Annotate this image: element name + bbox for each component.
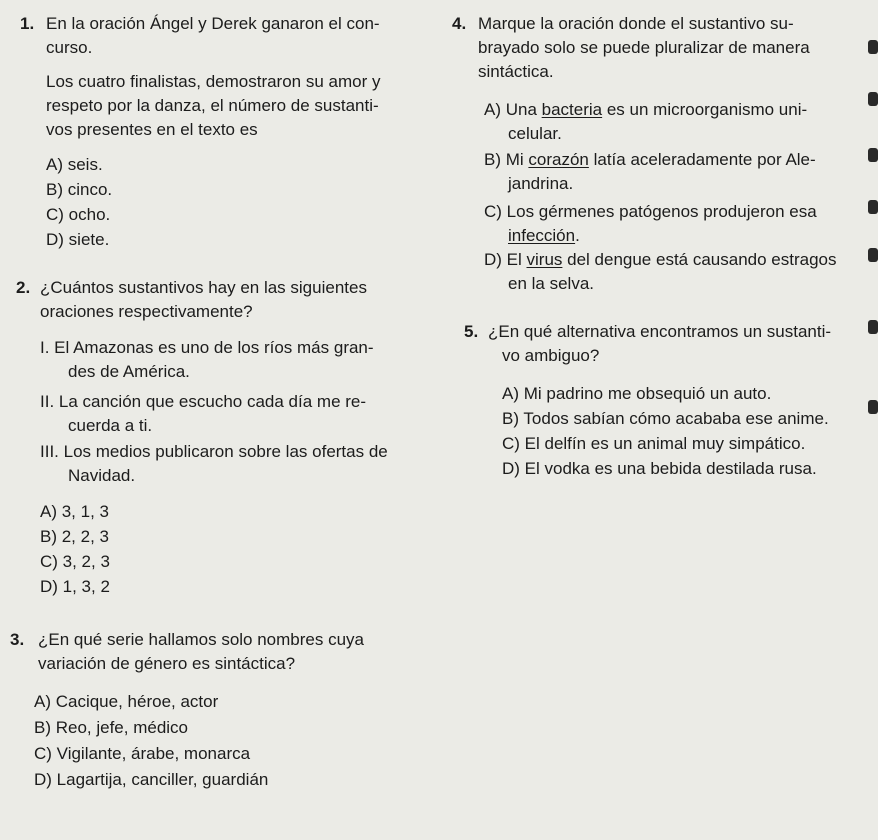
binding-mark: [868, 148, 878, 162]
question-2-option-a[interactable]: A) 3, 1, 3: [40, 502, 109, 521]
question-1-stem-line-1: En la oración Ángel y Derek ganaron el con-: [46, 14, 380, 33]
question-4-stem-line-2: brayado solo se puede pluralizar de manera: [478, 38, 810, 57]
question-4-option-a[interactable]: [484, 100, 807, 120]
question-2-option-c[interactable]: C) 3, 2, 3: [40, 552, 110, 571]
question-2-sentence-2-line-1: II. La canción que escucho cada día me re-: [40, 392, 367, 411]
option-a-rest: es un microorganismo uni-: [602, 100, 808, 119]
binding-mark: [868, 200, 878, 214]
question-1-option-d[interactable]: D) siete.: [46, 230, 110, 249]
question-1-option-a[interactable]: A) seis.: [46, 155, 103, 174]
question-5-option-c[interactable]: C) El delfín es un animal muy simpático.: [502, 434, 806, 453]
question-5-stem-line-2: vo ambiguo?: [502, 346, 600, 365]
binding-mark: [868, 40, 878, 54]
question-3-option-b[interactable]: B) Reo, jefe, médico: [34, 718, 189, 737]
question-4-option-d[interactable]: [484, 250, 837, 270]
underlined-noun-corazon: corazón: [528, 150, 589, 169]
question-3-stem-line-1: ¿En qué serie hallamos solo nombres cuya: [38, 630, 364, 649]
question-1-stem-line-5: vos presentes en el texto es: [46, 120, 258, 139]
question-5-option-b[interactable]: B) Todos sabían cómo acababa ese anime.: [502, 409, 829, 428]
question-4-option-c-continued: [508, 226, 580, 246]
question-2-option-b[interactable]: B) 2, 2, 3: [40, 527, 109, 546]
question-2-stem-line-1: ¿Cuántos sustantivos hay en las siguientes: [40, 278, 367, 297]
question-5-option-d[interactable]: D) El vodka es una bebida destilada rusa.: [502, 459, 817, 478]
question-2-option-d[interactable]: D) 1, 3, 2: [40, 577, 110, 596]
question-5-number: 5.: [464, 322, 479, 341]
option-d-prefix: D) El: [484, 250, 527, 269]
question-1-option-c[interactable]: C) ocho.: [46, 205, 111, 224]
question-4-stem-line-3: sintáctica.: [478, 62, 554, 81]
option-a-prefix: A) Una: [484, 100, 542, 119]
binding-mark: [868, 248, 878, 262]
question-1-option-b[interactable]: B) cinco.: [46, 180, 113, 199]
question-1-stem-line-2: curso.: [46, 38, 93, 57]
option-b-prefix: B) Mi: [484, 150, 529, 169]
underlined-noun-bacteria: bacteria: [541, 100, 603, 119]
question-4-option-b[interactable]: [484, 150, 816, 170]
question-4-stem-line-1: Marque la oración donde el sustantivo su-: [478, 14, 794, 33]
binding-mark: [868, 92, 878, 106]
question-4-number: 4.: [452, 14, 467, 33]
question-1-stem-line-4: respeto por la danza, el número de sustanti-: [46, 96, 379, 115]
option-d-rest: del dengue está causando estragos: [562, 250, 837, 269]
question-5-stem-line-1: ¿En qué alternativa encontramos un sustanti-: [488, 322, 832, 341]
question-4-option-c[interactable]: C) Los gérmenes patógenos produjeron esa: [484, 202, 817, 221]
question-2-sentence-1-line-2: des de América.: [68, 362, 190, 381]
question-2-number: 2.: [16, 278, 31, 297]
question-3-option-c[interactable]: C) Vigilante, árabe, monarca: [34, 744, 251, 763]
question-3-option-a[interactable]: A) Cacique, héroe, actor: [34, 692, 219, 711]
question-3-number: 3.: [10, 630, 25, 649]
underlined-noun-virus: virus: [526, 250, 563, 269]
option-c-rest: .: [575, 226, 580, 245]
question-2-sentence-3-line-2: Navidad.: [68, 466, 136, 485]
underlined-noun-infeccion: infección: [508, 226, 576, 245]
binding-mark: [868, 400, 878, 414]
question-5-option-a[interactable]: A) Mi padrino me obsequió un auto.: [502, 384, 772, 403]
binding-mark: [868, 320, 878, 334]
question-4-option-d-continued: en la selva.: [508, 274, 594, 293]
question-2-sentence-2-line-2: cuerda a ti.: [68, 416, 153, 435]
question-4-option-b-continued: jandrina.: [508, 174, 574, 193]
question-3-stem-line-2: variación de género es sintáctica?: [38, 654, 296, 673]
question-2-sentence-1-line-1: I. El Amazonas es uno de los ríos más gran-: [40, 338, 374, 357]
question-2-stem-line-2: oraciones respectivamente?: [40, 302, 253, 321]
option-b-rest: latía aceleradamente por Ale-: [588, 150, 816, 169]
question-4-option-a-continued: celular.: [508, 124, 562, 143]
question-2-sentence-3-line-1: III. Los medios publicaron sobre las ofertas de: [40, 442, 388, 461]
question-3-option-d[interactable]: D) Lagartija, canciller, guardián: [34, 770, 269, 789]
question-1-number: 1.: [20, 14, 35, 33]
question-1-stem-line-3: Los cuatro finalistas, demostraron su amor y: [46, 72, 381, 91]
